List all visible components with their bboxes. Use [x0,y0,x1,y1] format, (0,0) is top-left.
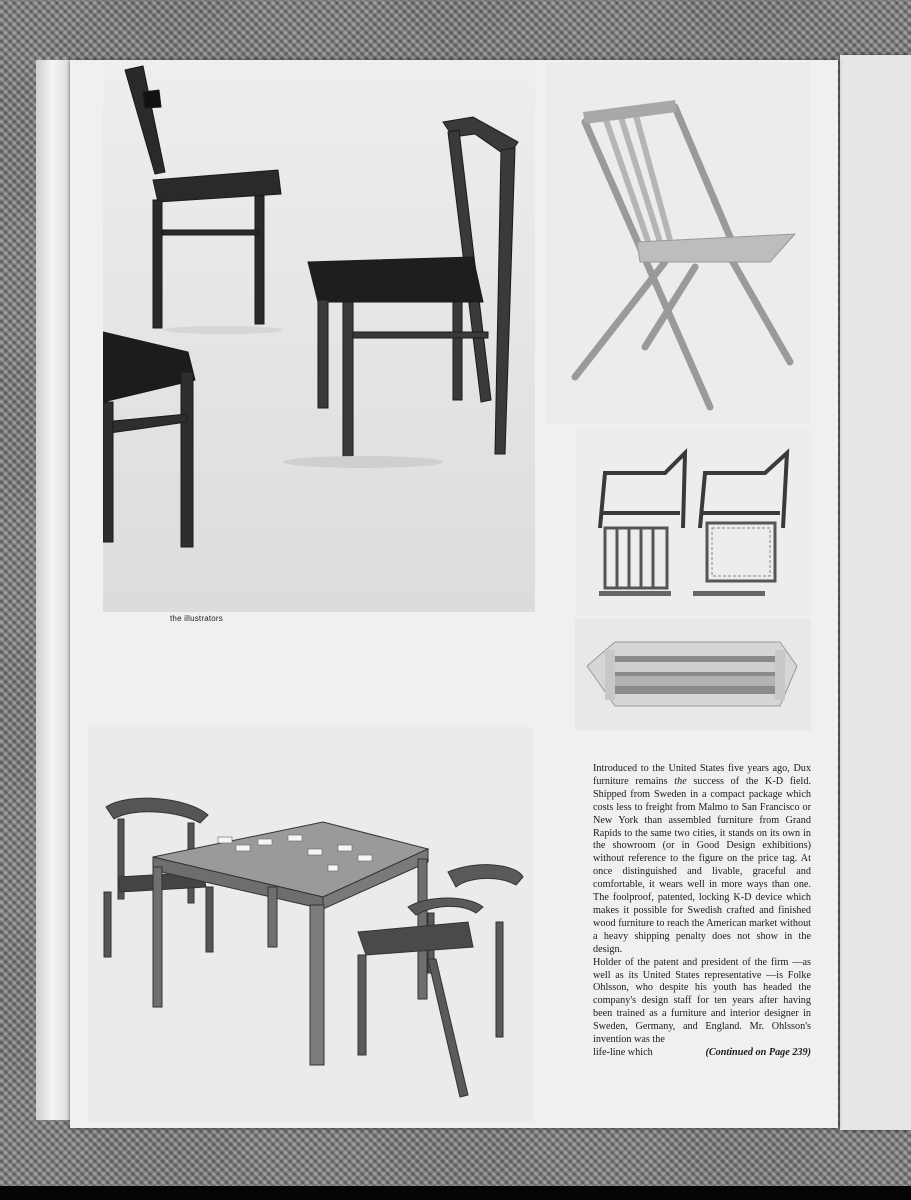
photo-flat-pack-box [575,618,811,730]
article-text [593,763,811,1060]
photo-folding-chair [545,62,810,424]
facing-page [840,55,911,1130]
article-emphasis: the [674,775,687,787]
article-last-line [593,1047,811,1060]
article-paragraph-1 [593,763,811,957]
article-last-line-start: life-line which [593,1046,653,1058]
article-p1-part-a: Introduced to the United States five years ago, Dux furniture remains [593,763,811,787]
continued-on-page-link[interactable]: (Continued on Page 239) [705,1046,811,1058]
article-p1-part-b: success of the K-D field. Shipped from Sweden in a compact package which costs less to freight from Malmo to San Francisco or New York than assembled furniture from Grand Rapids to the same two cities, it stands on its own in the showroom (or in Good Design exhibitions) without reference to the figure on the price tag. At once distinguished and livable, graceful and comfortable, it wears well in more ways than one. The foolproof, patented, locking K-D device which makes it possible for Swedish crafted and finished wood furniture to reach the American market without a heavy shipping penalty does not show in the design. [593,775,812,955]
photo-chair-parts [575,428,811,616]
photo-game-table-chairs [88,727,533,1122]
photo-dining-chairs [103,62,535,612]
bottom-black-border [0,1186,911,1200]
article-paragraph-2: Holder of the patent and president of the firm —as well as its United States representative —is Folke Ohlsson, who despite his youth has headed the company's design staff for ten years after having been trained as a furniture and interior designer in Sweden, Germany, and England. Mr. Ohlsson's invention was the [593,956,811,1046]
photo-caption: the illustrators [170,614,223,623]
